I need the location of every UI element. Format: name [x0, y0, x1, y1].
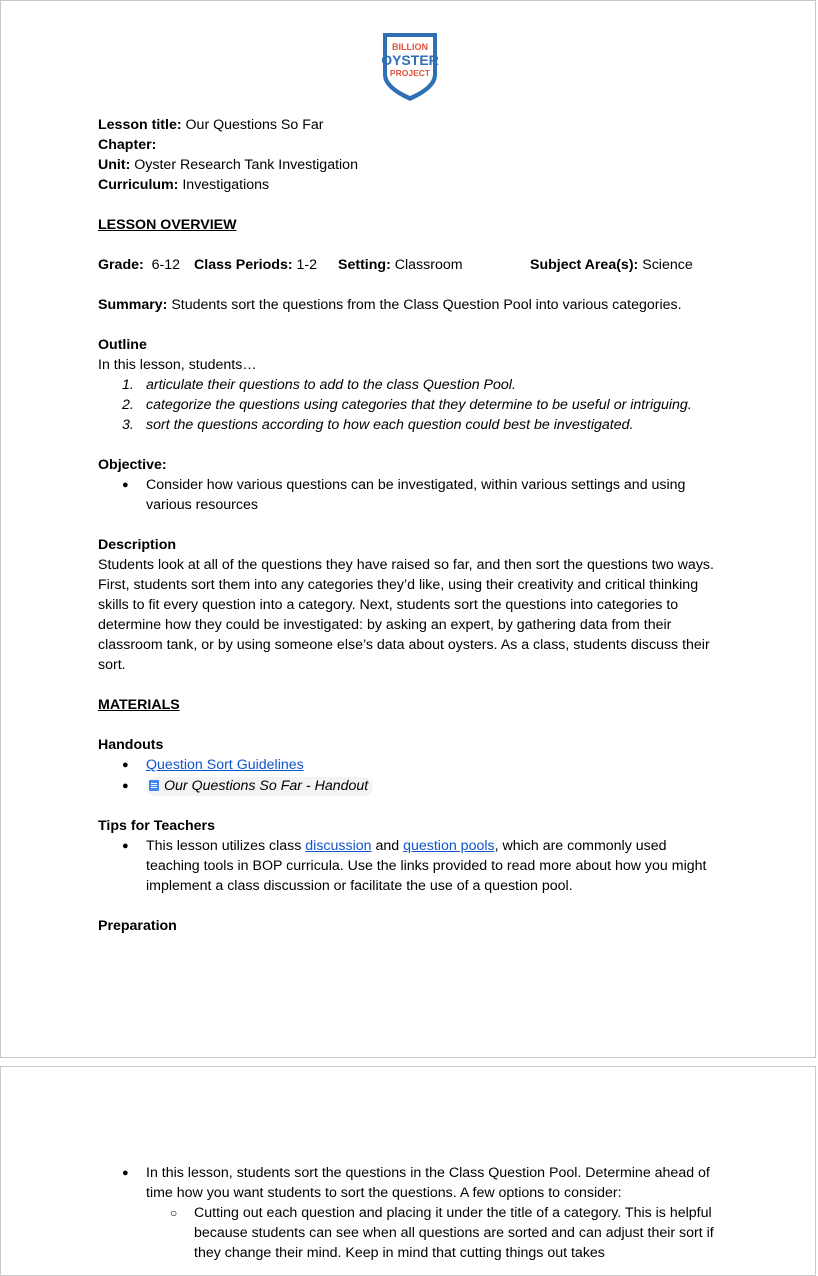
objective-item: ● Consider how various questions can be investigated, within various settings and using various resources [98, 475, 712, 515]
objective-list [98, 475, 718, 515]
handouts-heading: Handouts [98, 737, 164, 753]
svg-text:OYSTER: OYSTER [381, 52, 439, 68]
handouts-list [98, 755, 718, 796]
summary: Summary: Students sort the questions from the Class Question Pool into various categories. [98, 297, 682, 313]
outline-intro: In this lesson, students… [98, 357, 257, 373]
lesson-overview-heading: LESSON OVERVIEW [98, 217, 237, 233]
outline-item: 3. sort the questions according to how each question could best be investigated. [122, 417, 634, 433]
preparation-item: ● In this lesson, students sort the questions in the Class Question Pool. Determine ahead of time how you want students to sort the questions. A few options to consider: ○ Cutting out each question and placing it under the title of a category. This is helpful because students can see when all questions are sorted and can adjust their sort if they change their mind. Keep in mind that cutting things out takes [98, 1163, 714, 1263]
materials-heading: MATERIALS [98, 697, 180, 713]
question-sort-guidelines-link[interactable]: Question Sort Guidelines [146, 757, 304, 773]
outline-item: 2. categorize the questions using categories that they determine to be useful or intriguing. [122, 397, 692, 413]
handout-item [98, 755, 718, 775]
overview-attributes: Grade: 6-12 Class Periods: 1-2 Setting: Classroom Subject Area(s): Science [98, 257, 693, 273]
handout-file-chip[interactable]: Our Questions So Far - Handout [146, 777, 373, 796]
question-pools-link[interactable]: question pools [403, 838, 495, 854]
discussion-link[interactable]: discussion [305, 838, 372, 854]
tips-heading: Tips for Teachers [98, 818, 215, 834]
handout-item [98, 776, 718, 796]
outline-list [98, 375, 718, 435]
chapter: Chapter: [98, 137, 157, 153]
google-doc-icon [149, 780, 159, 791]
document-page-2 [0, 1066, 816, 1276]
unit: Unit: Oyster Research Tank Investigation [98, 157, 358, 173]
preparation-list [98, 1163, 718, 1263]
description-heading: Description [98, 537, 177, 553]
billion-oyster-project-logo [381, 31, 439, 103]
outline-item: 1. articulate their questions to add to the class Question Pool. [122, 377, 516, 393]
page-gap [0, 1058, 818, 1066]
description-text: Students look at all of the questions they have raised so far, and then sort the questions two ways. First, students sort them into any categories they’d like, using their creativity and critical thinking skills to fit every question into a category. Next, students sort the questions into categories to determine how they could be investigated: by asking an expert, by gathering data from their classroom tank, or by using someone else’s data about oysters. As a class, students discuss their sort. [98, 557, 714, 673]
curriculum: Curriculum: Investigations [98, 177, 270, 193]
tips-item: ● This lesson utilizes class discussion and question pools, which are commonly used teaching tools in BOP curricula. Use the links provided to read more about how you might implement a class discussion or facilitate the use of a question pool. [98, 836, 708, 896]
lesson-content [98, 115, 718, 936]
preparation-content [98, 1163, 718, 1263]
tips-list [98, 836, 718, 896]
svg-text:BILLION: BILLION [392, 42, 428, 52]
preparation-subitem: ○ Cutting out each question and placing it under the title of a category. This is helpful because students can see when all questions are sorted and can adjust their sort if they change their mind. Keep in mind that cutting things out takes [146, 1203, 714, 1263]
preparation-heading: Preparation [98, 918, 177, 934]
outline-heading: Outline [98, 337, 147, 353]
preparation-sublist [98, 1203, 714, 1263]
objective-heading: Objective: [98, 457, 167, 473]
lesson-title: Lesson title: Our Questions So Far [98, 117, 324, 133]
svg-text:PROJECT: PROJECT [389, 68, 431, 78]
